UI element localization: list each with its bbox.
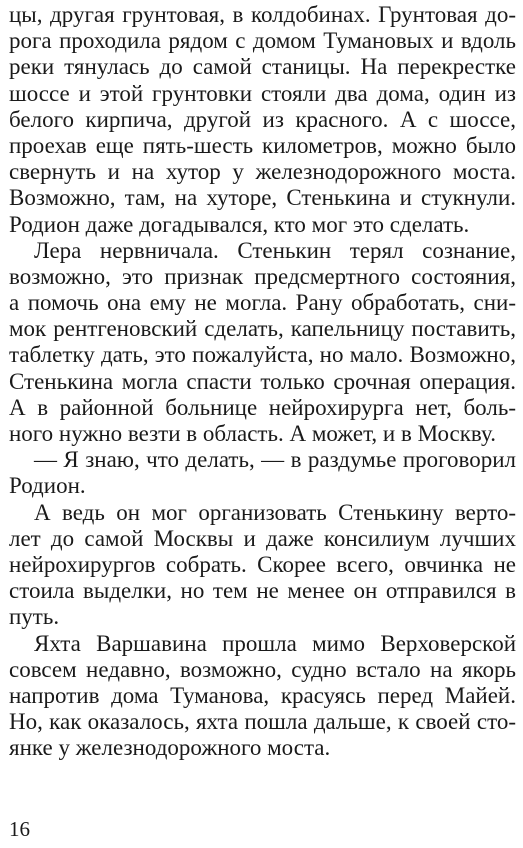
text-line: Лера нервничала. Стенькин терял сознание,: [34, 237, 516, 263]
text-line: а помочь она ему не могла. Рану обработать, сни-: [9, 290, 516, 316]
text-line: шоссе и этой грунтовки стояли два дома, один из: [9, 80, 516, 106]
text-line: стоила выделки, но тем не менее он отправился в: [9, 578, 516, 604]
text-line: проехав еще пять-шесть километров, можно было: [9, 132, 516, 158]
text-line: белого кирпича, другой из красного. А с шоссе,: [9, 106, 516, 132]
text-line: напротив дома Туманова, красуясь перед Майей.: [9, 682, 516, 708]
text-line: янке у железнодорожного моста.: [9, 735, 331, 761]
page-number: 16: [9, 817, 30, 841]
text-line: Яхта Варшавина прошла мимо Верховерской: [34, 630, 516, 656]
text-line: путь.: [9, 604, 60, 630]
text-line: мок рентгеновский сделать, капельницу поставить,: [9, 316, 516, 342]
text-line: рога проходила рядом с домом Тумановых и вдоль: [9, 28, 516, 54]
book-page-text: [9, 2, 516, 761]
text-line: Родион даже догадывался, кто мог это сделать.: [9, 211, 470, 237]
text-line: — Я знаю, что делать, — в раздумье проговорил: [34, 447, 516, 473]
text-line: таблетку дать, это пожалуйста, но мало. Возможно,: [9, 342, 516, 368]
text-line: лет до самой Москвы и даже консилиум лучших: [9, 525, 516, 551]
text-line: ного нужно везти в область. А может, и в Москву.: [9, 421, 496, 446]
text-line: возможно, это признак предсмертного состояния,: [9, 263, 516, 289]
text-line: А ведь он мог организовать Стенькину верто-: [34, 499, 516, 525]
text-line: нейрохирургов собрать. Скорее всего, овчинка не: [9, 551, 516, 577]
text-line: цы, другая грунтовая, в колдобинах. Грунтовая до-: [9, 2, 516, 27]
text-line: свернуть и на хутор у железнодорожного моста.: [9, 159, 516, 185]
text-line: Но, как оказалось, яхта пошла дальше, к своей сто-: [9, 709, 516, 735]
text-line: реки тянулась до самой станицы. На перекрестке: [9, 54, 516, 80]
text-line: Стенькина могла спасти только срочная операция.: [9, 368, 516, 394]
text-line: совсем недавно, возможно, судно встало на якорь: [9, 656, 516, 682]
text-line: А в районной больнице нейрохирурга нет, боль-: [9, 394, 516, 420]
text-line: Возможно, там, на хуторе, Стенькина и стукнули.: [9, 185, 516, 211]
text-line: Родион.: [9, 473, 86, 499]
